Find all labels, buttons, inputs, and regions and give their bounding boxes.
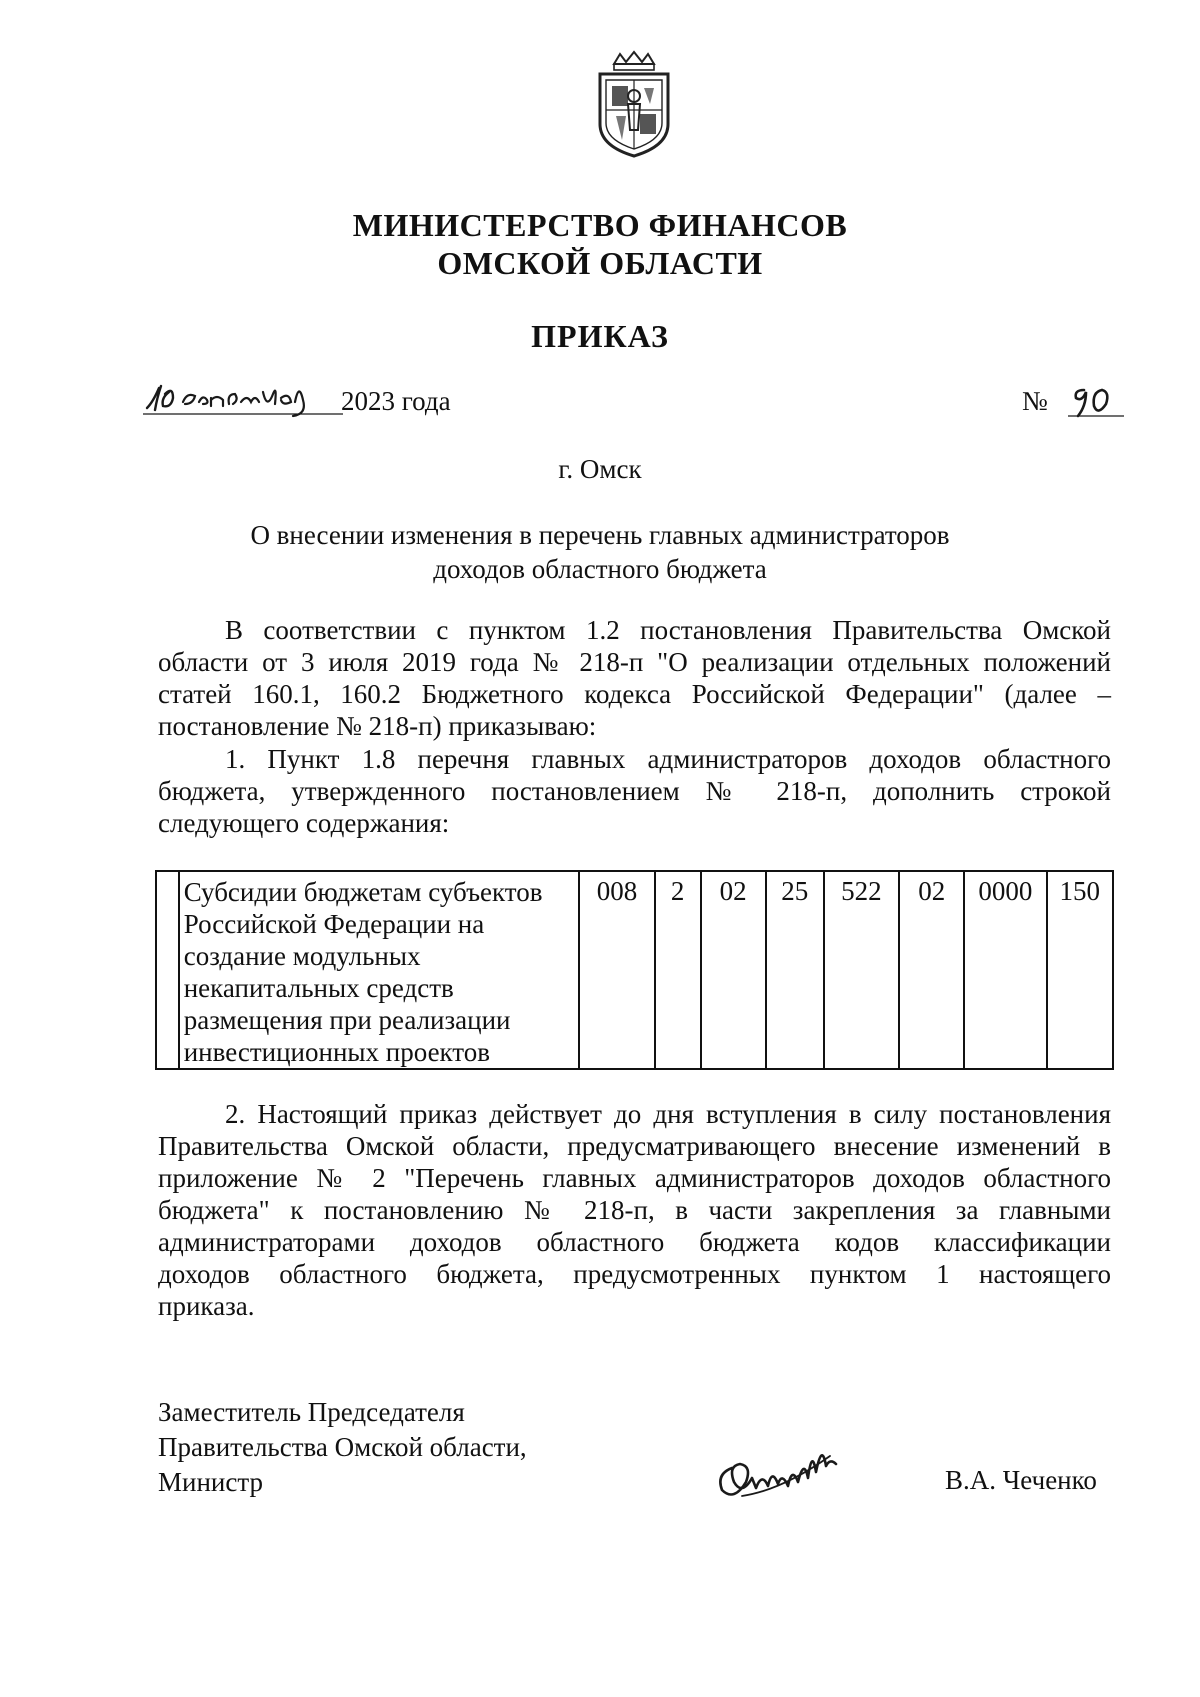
budget-code-table: [155, 870, 1114, 1070]
position-line: Заместитель Председателя: [158, 1397, 465, 1427]
table-cell-code: 0000: [964, 871, 1046, 1069]
date-year: 2023 года: [341, 386, 451, 416]
table-cell-code: 150: [1047, 871, 1113, 1069]
document-type-title: ПРИКАЗ: [531, 318, 669, 354]
paragraph-line: приложение № 2 "Перечень главных администраторов доходов областного: [158, 1163, 1111, 1193]
paragraph-line: следующего содержания:: [158, 808, 450, 838]
paragraph-line: Правительства Омской области, предусматривающего внесение изменений в: [158, 1131, 1111, 1161]
table-cell-code: 2: [655, 871, 701, 1069]
table-cell-empty: [156, 871, 179, 1069]
paragraph-item-2: [158, 1098, 1111, 1322]
table-cell-code: 02: [899, 871, 964, 1069]
table-row: [156, 871, 1113, 1069]
table-cell-code: 25: [766, 871, 824, 1069]
number-sign: №: [1022, 386, 1048, 416]
table-cell-description: [179, 871, 580, 1069]
paragraph-line: приказа.: [158, 1291, 255, 1321]
paragraph-line: 2. Настоящий приказ действует до дня вступления в силу постановления: [225, 1099, 1111, 1129]
paragraph-line: бюджета, утвержденного постановлением № 218-п, дополнить строкой: [158, 776, 1111, 806]
handwritten-number: [1068, 376, 1128, 422]
paragraph-line: бюджета" к постановлению № 218-п, в части закрепления за главными: [158, 1195, 1111, 1225]
signatory-position: [158, 1395, 527, 1500]
description-line: некапитальных средств: [183, 973, 454, 1003]
paragraph-line: области от 3 июля 2019 года № 218-п "О реализации отдельных положений: [158, 647, 1111, 677]
description-line: инвестиционных проектов: [183, 1037, 490, 1067]
city: г. Омск: [558, 454, 642, 484]
order-date: [143, 386, 473, 426]
subject-line2: доходов областного бюджета: [433, 554, 767, 584]
order-number: [1022, 386, 1142, 426]
paragraph-item-1: [158, 743, 1111, 839]
coat-of-arms-icon: [592, 50, 676, 158]
ministry-name-line2: ОМСКОЙ ОБЛАСТИ: [437, 245, 763, 281]
position-line: Министр: [158, 1467, 263, 1497]
paragraph-line: 1. Пункт 1.8 перечня главных администраторов доходов областного: [225, 744, 1111, 774]
description-line: размещения при реализации: [183, 1005, 511, 1035]
description-line: Российской Федерации на: [183, 909, 485, 939]
table-cell-code: 522: [824, 871, 900, 1069]
paragraph-preamble: [158, 614, 1111, 742]
paragraph-line: администраторами доходов областного бюджета кодов классификации: [158, 1227, 1111, 1257]
paragraph-line: В соответствии с пунктом 1.2 постановления Правительства Омской: [225, 615, 1111, 645]
signatory-name: В.А. Чеченко: [945, 1465, 1097, 1495]
paragraph-line: постановление № 218-п) приказываю:: [158, 711, 597, 741]
handwritten-date: [143, 374, 343, 420]
description-line: создание модульных: [183, 941, 421, 971]
paragraph-line: статей 160.1, 160.2 Бюджетного кодекса Российской Федерации" (далее –: [158, 679, 1111, 709]
table-cell-code: 02: [701, 871, 766, 1069]
ministry-name-line1: МИНИСТЕРСТВО ФИНАНСОВ: [352, 207, 848, 243]
description-line: Субсидии бюджетам субъектов: [183, 877, 543, 907]
handwritten-signature: [712, 1438, 852, 1506]
subject-line1: О внесении изменения в перечень главных администраторов: [250, 520, 950, 550]
paragraph-line: доходов областного бюджета, предусмотренных пунктом 1 настоящего: [158, 1259, 1111, 1289]
table-cell-code: 008: [579, 871, 655, 1069]
position-line: Правительства Омской области,: [158, 1432, 527, 1462]
